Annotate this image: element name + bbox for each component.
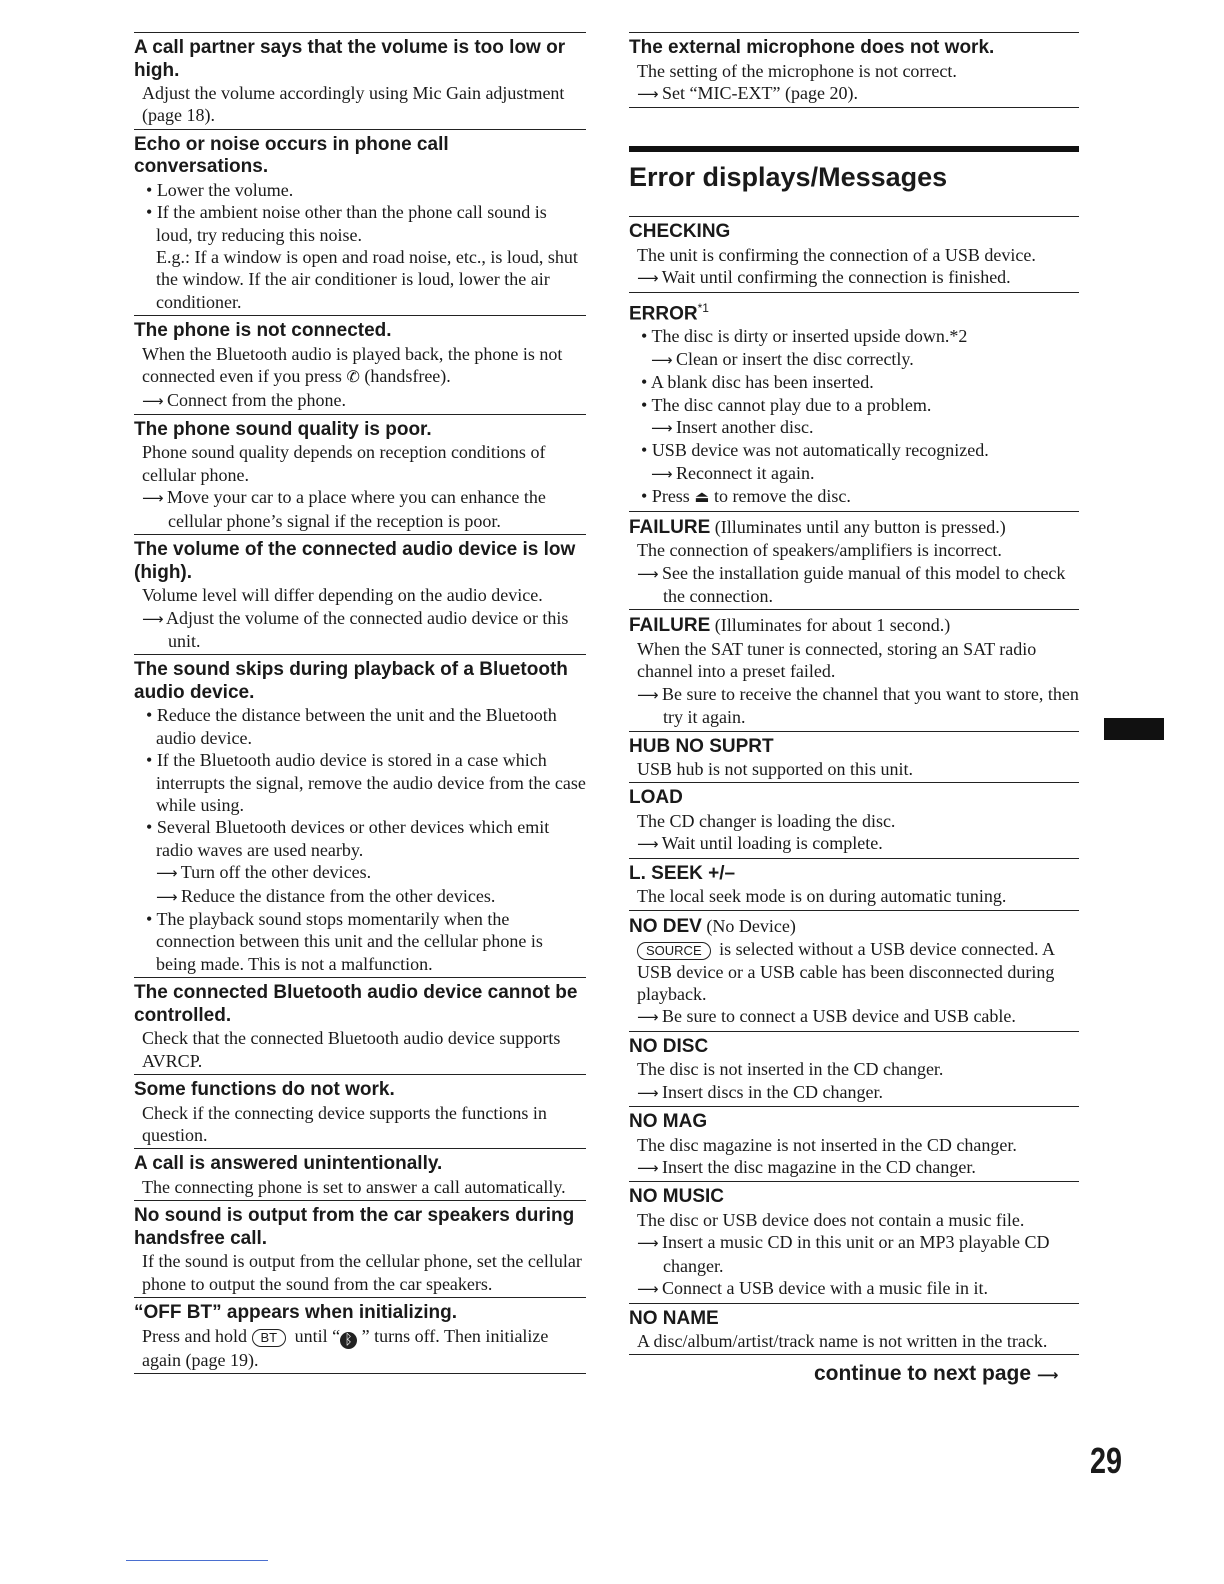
- entry-block: [134, 1298, 586, 1374]
- text: USB device was not automatically recognized.: [651, 440, 989, 461]
- continue-text: continue to next page: [814, 1362, 1032, 1385]
- bullet-item: • Press ⏏ to remove the disc.: [641, 486, 851, 507]
- bullet-item: • Several Bluetooth devices or other devices which emit radio waves are used nearby.: [146, 817, 550, 860]
- text: until “: [290, 1325, 341, 1346]
- text: Clean or insert the disc correctly.: [676, 348, 914, 369]
- entry-heading-text: The sound skips during playback of a Bluetooth audio device.: [134, 659, 568, 703]
- arrow-icon: ⟶: [651, 419, 672, 438]
- entry-heading-text: NO MUSIC: [629, 1186, 724, 1208]
- heading-note: (Illuminates for about 1 second.): [710, 615, 951, 636]
- arrow-icon: ⟶: [637, 1234, 658, 1253]
- paragraph: [142, 1250, 586, 1295]
- action-step: [637, 832, 1079, 855]
- entry-body: [629, 758, 1079, 780]
- entry-heading-text: The external microphone does not work.: [629, 37, 995, 58]
- entry-block: [134, 130, 586, 316]
- text: The connection of speakers/amplifiers is incorrect.: [637, 540, 1002, 561]
- entry-body: [629, 1058, 1079, 1104]
- text: Reconnect it again.: [676, 462, 815, 483]
- text: When the Bluetooth audio is played back, the phone is not connected even if you press: [142, 343, 563, 387]
- action-step: [637, 562, 1079, 608]
- entry-heading-text: The phone sound quality is poor.: [134, 418, 432, 440]
- paragraph: [637, 758, 1079, 780]
- text: Insert a music CD in this unit or an MP3 playable CD changer.: [662, 1232, 1050, 1276]
- entry-heading: [134, 37, 586, 82]
- action-step: [142, 885, 586, 908]
- entry-heading-text: FAILURE: [629, 516, 711, 538]
- entry-heading-text: NO DEV: [629, 915, 702, 937]
- paragraph: [637, 885, 1079, 907]
- continue-note: [814, 1362, 1057, 1386]
- text: Check that the connected Bluetooth audio device supports AVRCP.: [142, 1028, 561, 1071]
- text: The disc magazine is not inserted in the CD changer.: [637, 1134, 1017, 1155]
- entry-block: [134, 1201, 586, 1298]
- action-step: [142, 607, 586, 653]
- bullet-item: • The disc is dirty or inserted upside down.*2: [641, 326, 968, 347]
- entry-heading: [629, 516, 1079, 540]
- action-step: [637, 1005, 1079, 1028]
- arrow-icon: ⟶: [156, 887, 177, 906]
- paragraph: [142, 1176, 586, 1198]
- entry-block: [629, 610, 1079, 731]
- paragraph: [142, 343, 586, 389]
- entry-body: [134, 179, 586, 313]
- text: Press and hold: [142, 1325, 252, 1346]
- text: Connect a USB device with a music file in it.: [662, 1278, 988, 1299]
- entry-block: [134, 32, 586, 130]
- arrow-icon: ⟶: [637, 1280, 658, 1299]
- bullet-item: • A blank disc has been inserted.: [641, 372, 874, 393]
- entry-heading-text: Echo or noise occurs in phone call conversations.: [134, 133, 449, 178]
- entry-block: [134, 655, 586, 978]
- text: If the sound is output from the cellular phone, set the cellular phone to output the sound from the car speakers.: [142, 1251, 582, 1294]
- paragraph: [142, 1102, 586, 1147]
- entry-block: [629, 32, 1079, 108]
- entry-heading: [629, 863, 1079, 886]
- entry-block: [134, 415, 586, 535]
- text: Press: [651, 486, 695, 507]
- heading-note: (No Device): [701, 915, 796, 936]
- action-step: [637, 1277, 1079, 1300]
- text: Phone sound quality depends on reception conditions of cellular phone.: [142, 442, 546, 485]
- entry-heading: [629, 221, 1079, 244]
- action-step: [637, 416, 1079, 439]
- entry-body: [629, 810, 1079, 856]
- entry-heading: [134, 1205, 586, 1250]
- entry-heading: [134, 134, 586, 179]
- action-step: [637, 462, 1079, 485]
- bt-button-label: BT: [252, 1329, 287, 1347]
- entry-heading: [629, 787, 1079, 810]
- action-step: [637, 82, 1079, 105]
- arrow-icon: ⟶: [651, 350, 672, 369]
- entry-block: [629, 1182, 1079, 1303]
- arrow-icon: ⟶: [156, 864, 177, 883]
- entry-block: [629, 911, 1079, 1032]
- text: Insert the disc magazine in the CD changer.: [662, 1157, 976, 1178]
- text: Lower the volume.: [156, 179, 294, 200]
- entry-body: [134, 82, 586, 127]
- handsfree-phone-icon: ✆: [346, 367, 360, 387]
- entry-block: [629, 293, 1079, 512]
- entry-heading: [629, 297, 1079, 326]
- left-column: [134, 32, 586, 1374]
- entry-heading-text: No sound is output from the car speakers during handsfree call.: [134, 1205, 575, 1249]
- action-step: [637, 348, 1079, 371]
- entry-body: [134, 584, 586, 652]
- paragraph: [637, 539, 1079, 561]
- entry-body: [134, 704, 586, 975]
- entry-body: [134, 1027, 586, 1072]
- entry-heading-text: The phone is not connected.: [134, 320, 392, 342]
- text: If the ambient noise other than the phone call sound is loud, try reducing this noise.: [156, 202, 547, 245]
- text: Wait until loading is complete.: [661, 833, 883, 854]
- bullet-item: • The disc cannot play due to a problem.: [641, 394, 932, 415]
- entry-body: [629, 638, 1079, 729]
- paragraph: [142, 441, 586, 486]
- arrow-icon: ⟶: [651, 464, 672, 483]
- heading-note: (Illuminates until any button is pressed.): [710, 516, 1006, 537]
- entry-heading: [134, 419, 586, 442]
- text: Reduce the distance between the unit and the Bluetooth audio device.: [156, 705, 557, 748]
- text: (handsfree).: [359, 366, 451, 387]
- bullet-item: • Lower the volume.: [146, 179, 294, 200]
- text: is selected without a USB device connected. A USB device or a USB cable has been disconnected during playback.: [637, 939, 1055, 1004]
- entry-heading-text: LOAD: [629, 787, 683, 809]
- text: Wait until confirming the connection is finished.: [661, 267, 1011, 288]
- entry-body: [629, 885, 1079, 907]
- bullet-continuation: [142, 246, 586, 313]
- entry-heading-text: CHECKING: [629, 221, 731, 243]
- text: Move your car to a place where you can enhance the cellular phone’s signal if the reception is poor.: [167, 487, 546, 531]
- bullet-item: • USB device was not automatically recognized.: [641, 440, 989, 461]
- entry-block: [134, 1075, 586, 1149]
- text: Turn off the other devices.: [180, 862, 372, 883]
- entry-heading: [134, 1302, 586, 1325]
- paragraph: [142, 584, 586, 606]
- action-step: [142, 486, 586, 532]
- entry-block: [629, 1304, 1079, 1356]
- paragraph: [142, 1325, 586, 1371]
- entry-body: [629, 1330, 1079, 1352]
- paragraph: [142, 82, 586, 127]
- entry-body: [629, 1134, 1079, 1180]
- entry-heading-text: A call partner says that the volume is too low or high.: [134, 37, 566, 81]
- entry-heading-text: NO DISC: [629, 1035, 709, 1057]
- text: Be sure to connect a USB device and USB cable.: [662, 1006, 1016, 1027]
- entry-heading-text: HUB NO SUPRT: [629, 735, 774, 757]
- paragraph: [637, 1058, 1079, 1080]
- text: Several Bluetooth devices or other devices which emit radio waves are used nearby.: [156, 817, 550, 860]
- text: If the Bluetooth audio device is stored in a case which interrupts the signal, remove the audio device from the case while using.: [156, 750, 586, 815]
- action-step: [142, 389, 586, 412]
- action-step: [637, 683, 1079, 729]
- entry-block: [134, 1149, 586, 1201]
- entry-heading: [629, 37, 1079, 60]
- entry-heading: [629, 915, 1079, 939]
- entry-heading: [629, 1186, 1079, 1209]
- text: USB hub is not supported on this unit.: [637, 759, 914, 780]
- entry-heading-text: FAILURE: [629, 615, 711, 637]
- text: ” turns off. Then initialize again (page 19).: [142, 1325, 549, 1370]
- entry-heading: [134, 982, 586, 1027]
- arrow-icon: ⟶: [637, 835, 658, 854]
- entry-body: [134, 1176, 586, 1198]
- entry-body: [629, 1209, 1079, 1301]
- eject-icon: ⏏: [694, 487, 710, 507]
- text: to remove the disc.: [709, 486, 851, 507]
- text: The setting of the microphone is not correct.: [637, 60, 957, 81]
- entry-heading: [629, 1036, 1079, 1059]
- text: The disc is not inserted in the CD changer.: [637, 1059, 944, 1080]
- text: Check if the connecting device supports the functions in question.: [142, 1102, 547, 1145]
- bullet-item: • Reduce the distance between the unit and the Bluetooth audio device.: [146, 705, 557, 748]
- arrow-icon: ⟶: [142, 489, 163, 508]
- entry-heading: [134, 1153, 586, 1176]
- action-step: [637, 1156, 1079, 1179]
- text: The disc is dirty or inserted upside down.*2: [651, 326, 968, 347]
- bullet-item: • If the Bluetooth audio device is stored in a case which interrupts the signal, remove the audio device from the case while using.: [146, 750, 586, 815]
- entry-body: [629, 325, 1079, 508]
- entry-body: [629, 539, 1079, 607]
- entry-heading-text: The connected Bluetooth audio device cannot be controlled.: [134, 982, 578, 1026]
- page-number: 29: [1090, 1440, 1123, 1481]
- arrow-icon: ⟶: [637, 685, 658, 704]
- action-step: [637, 266, 1079, 289]
- arrow-icon: ⟶: [637, 564, 658, 583]
- entry-heading-text: “OFF BT” appears when initializing.: [134, 1302, 458, 1324]
- paragraph: [637, 1209, 1079, 1231]
- entry-block: [134, 316, 586, 415]
- entry-block: [134, 535, 586, 655]
- source-button-label: SOURCE: [637, 942, 711, 960]
- paragraph: [637, 810, 1079, 832]
- text: Be sure to receive the channel that you want to store, then try it again.: [662, 683, 1079, 728]
- entry-block: [629, 216, 1079, 292]
- entry-heading: [629, 614, 1079, 638]
- entry-heading-text: L. SEEK +/–: [629, 862, 736, 884]
- text: The CD changer is loading the disc.: [637, 810, 896, 831]
- arrow-icon: ⟶: [637, 269, 658, 288]
- entry-heading: [629, 736, 1079, 759]
- text: Connect from the phone.: [167, 389, 346, 410]
- entry-heading: [134, 1079, 586, 1102]
- text: Adjust the volume accordingly using Mic Gain adjustment (page 18).: [142, 83, 565, 126]
- entry-body: [629, 244, 1079, 290]
- entry-block: [629, 859, 1079, 911]
- paragraph: [637, 1134, 1079, 1156]
- paragraph: [637, 1330, 1079, 1352]
- arrow-icon: ⟶: [142, 391, 163, 410]
- entry-body: [629, 60, 1079, 106]
- entry-heading: [134, 659, 586, 704]
- text: The local seek mode is on during automatic tuning.: [637, 886, 1007, 907]
- action-step: [142, 861, 586, 884]
- entry-block: [629, 783, 1079, 858]
- text: The disc or USB device does not contain a music file.: [637, 1209, 1025, 1230]
- text: The unit is confirming the connection of a USB device.: [637, 244, 1036, 265]
- entry-block: [629, 1032, 1079, 1107]
- entry-heading-text: The volume of the connected audio device is low (high).: [134, 539, 576, 583]
- right-column: [629, 32, 1079, 1355]
- right-arrow-icon: ⟶: [1036, 1366, 1058, 1384]
- section-rule: [629, 146, 1079, 152]
- entry-block: [629, 732, 1079, 784]
- entry-body: [134, 1325, 586, 1371]
- text: Reduce the distance from the other devices.: [181, 885, 496, 906]
- entry-body: [629, 938, 1079, 1029]
- entry-heading: [134, 539, 586, 584]
- footer-line: [126, 1560, 268, 1561]
- text: The disc cannot play due to a problem.: [651, 394, 932, 415]
- action-step: [637, 1081, 1079, 1104]
- text: Set “MIC-EXT” (page 20).: [662, 82, 858, 103]
- text: The connecting phone is set to answer a call automatically.: [142, 1176, 566, 1197]
- text: A blank disc has been inserted.: [650, 372, 874, 393]
- bluetooth-icon: ᛒ: [340, 1332, 357, 1349]
- text: E.g.: If a window is open and road noise, etc., is loud, shut the window. If the air conditioner is loud, lower the air conditioner.: [156, 247, 578, 312]
- entry-heading: [629, 1111, 1079, 1134]
- text: See the installation guide manual of this model to check the connection.: [662, 562, 1066, 607]
- arrow-icon: ⟶: [142, 609, 163, 628]
- entry-heading: [629, 1308, 1079, 1331]
- text: The playback sound stops momentarily when the connection between this unit and the cellular phone is being made. This is not a malfunction.: [156, 908, 543, 974]
- text: Insert discs in the CD changer.: [662, 1081, 883, 1102]
- entry-heading: [134, 320, 586, 343]
- entry-heading-text: A call is answered unintentionally.: [134, 1153, 443, 1175]
- paragraph: [637, 938, 1079, 1005]
- action-step: [637, 1231, 1079, 1277]
- arrow-icon: ⟶: [637, 84, 658, 103]
- arrow-icon: ⟶: [637, 1008, 658, 1027]
- entry-heading-text: ERROR: [629, 302, 698, 324]
- text: Adjust the volume of the connected audio device or this unit.: [166, 607, 569, 651]
- side-tab-marker: [1104, 718, 1164, 740]
- entry-block: [134, 978, 586, 1075]
- arrow-icon: ⟶: [637, 1083, 658, 1102]
- entry-body: [134, 441, 586, 532]
- entry-block: [629, 512, 1079, 611]
- bullet-item: • The playback sound stops momentarily when the connection between this unit and the cellular phone is being made. This is not a malfunction.: [146, 908, 543, 974]
- paragraph: [637, 60, 1079, 82]
- entry-heading-text: Some functions do not work.: [134, 1079, 395, 1100]
- text: A disc/album/artist/track name is not written in the track.: [637, 1331, 1048, 1352]
- entry-heading-text: NO NAME: [629, 1307, 719, 1329]
- text: When the SAT tuner is connected, storing an SAT radio channel into a preset failed.: [637, 638, 1037, 682]
- entry-body: [134, 1250, 586, 1295]
- entry-body: [134, 343, 586, 412]
- arrow-icon: ⟶: [637, 1159, 658, 1178]
- entry-block: [629, 1107, 1079, 1182]
- text: Insert another disc.: [676, 417, 814, 438]
- entry-heading-text: NO MAG: [629, 1111, 708, 1133]
- text: Volume level will differ depending on the audio device.: [142, 585, 543, 606]
- section-title: Error displays/Messages: [629, 162, 948, 193]
- paragraph: [637, 244, 1079, 266]
- paragraph: [142, 1027, 586, 1072]
- paragraph: [637, 638, 1079, 683]
- bullet-item: • If the ambient noise other than the phone call sound is loud, try reducing this noise.: [146, 202, 547, 245]
- footnote-marker: *1: [697, 300, 709, 315]
- entry-body: [134, 1102, 586, 1147]
